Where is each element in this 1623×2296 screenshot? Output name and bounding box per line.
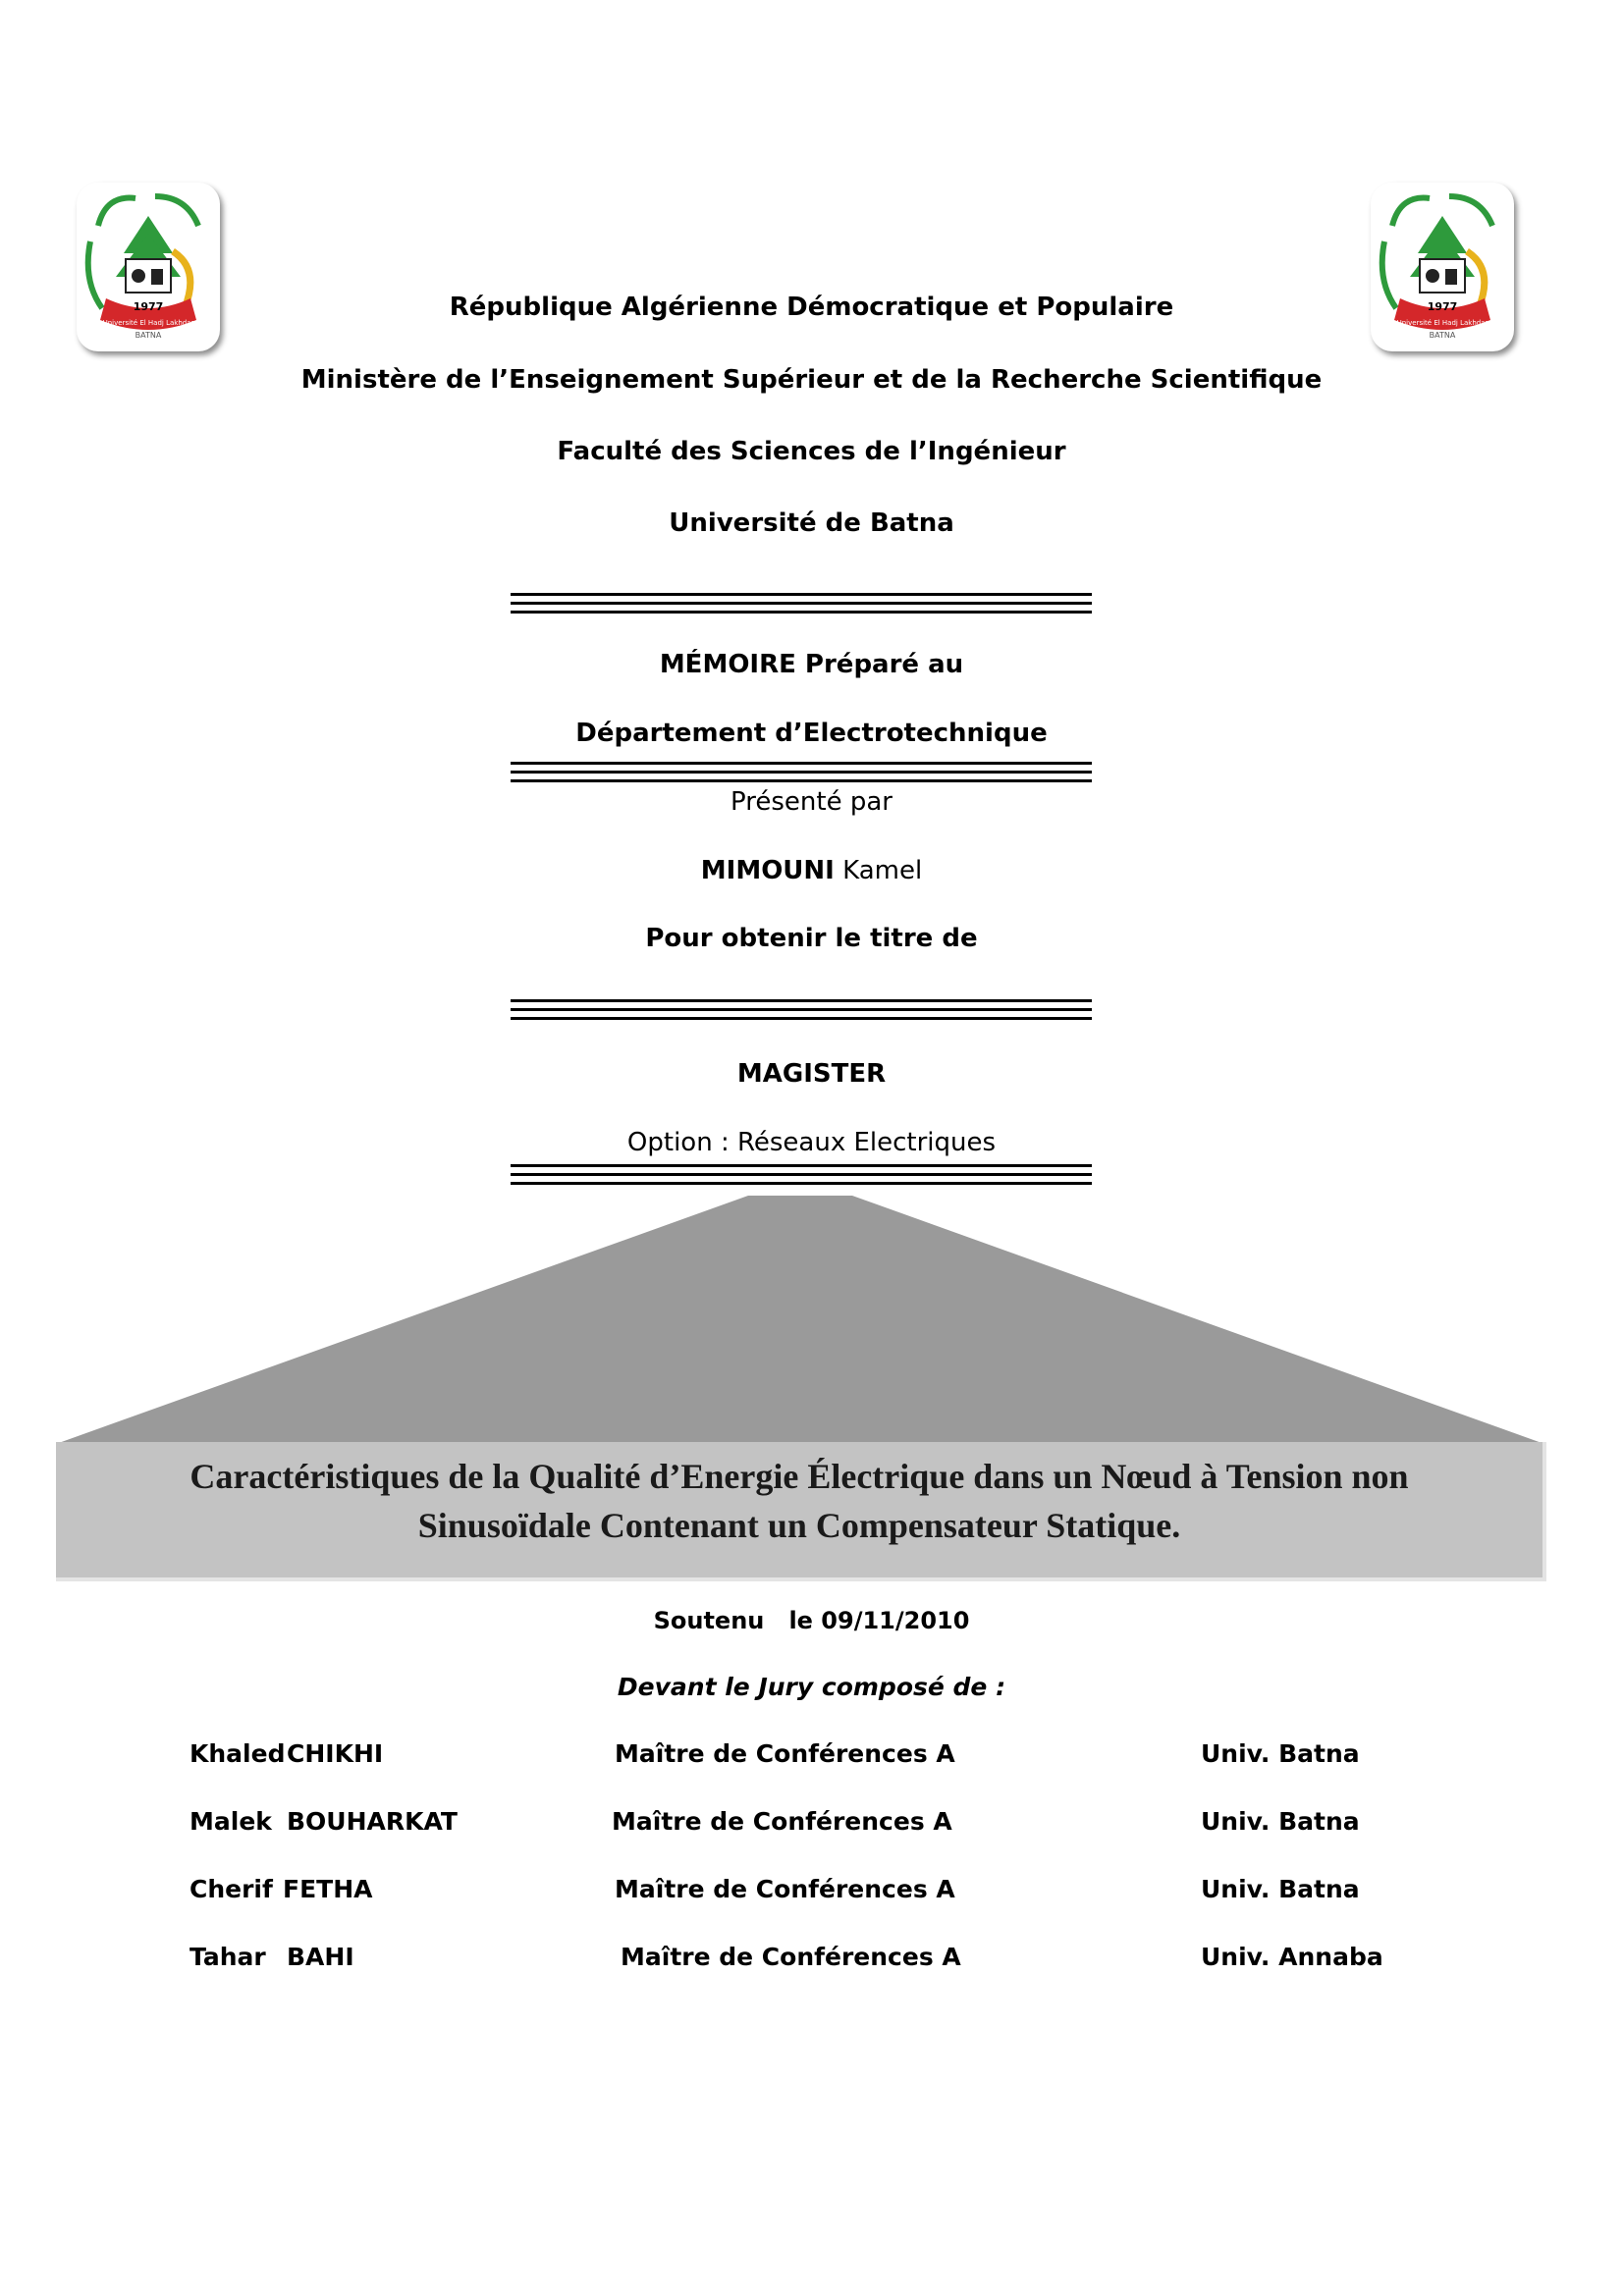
university-seal-icon xyxy=(1371,183,1514,351)
department-name: Département d’Electrotechnique xyxy=(575,719,1048,748)
faculty-heading: Faculté des Sciences de l’Ingénieur xyxy=(557,437,1066,466)
author-last-name: MIMOUNI xyxy=(700,856,835,885)
university-seal-icon xyxy=(77,183,220,351)
jury-first-name: Malek xyxy=(189,1807,272,1836)
presented-by: Présenté par xyxy=(730,787,893,817)
seal-ribbon-text: Université El Hadj Lakhdar xyxy=(102,319,194,327)
seal-city: BATNA xyxy=(1429,331,1456,340)
thesis-title-box xyxy=(56,1442,1546,1581)
jury-affiliation: Univ. Batna xyxy=(1201,1875,1360,1903)
separator-triple-line xyxy=(511,593,1092,614)
seal-year: 1977 xyxy=(1427,300,1458,313)
degree-name: MAGISTER xyxy=(736,1059,887,1089)
jury-last-name: FETHA xyxy=(283,1875,373,1903)
jury-last-name: BOUHARKAT xyxy=(287,1807,458,1836)
university-heading: Université de Batna xyxy=(669,508,954,538)
jury-first-name: Tahar xyxy=(189,1943,266,1971)
university-logo-left xyxy=(77,183,220,351)
republic-heading: République Algérienne Démocratique et Populaire xyxy=(449,293,1174,322)
ministry-heading: Ministère de l’Enseignement Supérieur et de la Recherche Scientifique xyxy=(300,365,1323,395)
separator-triple-line xyxy=(511,762,1092,783)
thesis-title xyxy=(56,1452,1542,1550)
jury-first-name: Khaled xyxy=(189,1739,286,1768)
separator-triple-line xyxy=(511,999,1092,1021)
jury-affiliation: Univ. Batna xyxy=(1201,1739,1360,1768)
separator-triple-line xyxy=(511,1164,1092,1186)
jury-title: Maître de Conférences A xyxy=(621,1943,961,1971)
author-name xyxy=(0,854,1623,887)
jury-title: Maître de Conférences A xyxy=(615,1875,955,1903)
memoire-prepared: MÉMOIRE Préparé au xyxy=(659,650,964,679)
defense-date: le 09/11/2010 xyxy=(788,1607,970,1634)
purpose-line: Pour obtenir le titre de xyxy=(645,924,978,953)
jury-last-name: BAHI xyxy=(287,1943,354,1971)
title-trapezoid-shape xyxy=(0,1192,1623,1447)
soutenu-label: Soutenu xyxy=(653,1607,765,1634)
jury-title: Maître de Conférences A xyxy=(615,1739,955,1768)
defense-date-line xyxy=(0,1604,1623,1637)
jury-last-name: CHIKHI xyxy=(287,1739,384,1768)
thesis-title-line2: Sinusoïdale Contenant un Compensateur Statique. xyxy=(417,1506,1181,1545)
jury-first-name: Cherif xyxy=(189,1875,273,1903)
author-first-name: Kamel xyxy=(842,856,923,885)
jury-affiliation: Univ. Batna xyxy=(1201,1807,1360,1836)
university-logo-right xyxy=(1371,183,1514,351)
seal-ribbon-text: Université El Hadj Lakhdar xyxy=(1396,319,1488,327)
jury-affiliation: Univ. Annaba xyxy=(1201,1943,1383,1971)
thesis-title-line1: Caractéristiques de la Qualité d’Energie Électrique dans un Nœud à Tension non xyxy=(189,1457,1409,1496)
option-line: Option : Réseaux Electriques xyxy=(626,1128,997,1157)
seal-year: 1977 xyxy=(133,300,164,313)
jury-title: Maître de Conférences A xyxy=(612,1807,952,1836)
seal-city: BATNA xyxy=(135,331,162,340)
jury-intro: Devant le Jury composé de : xyxy=(617,1673,1006,1701)
